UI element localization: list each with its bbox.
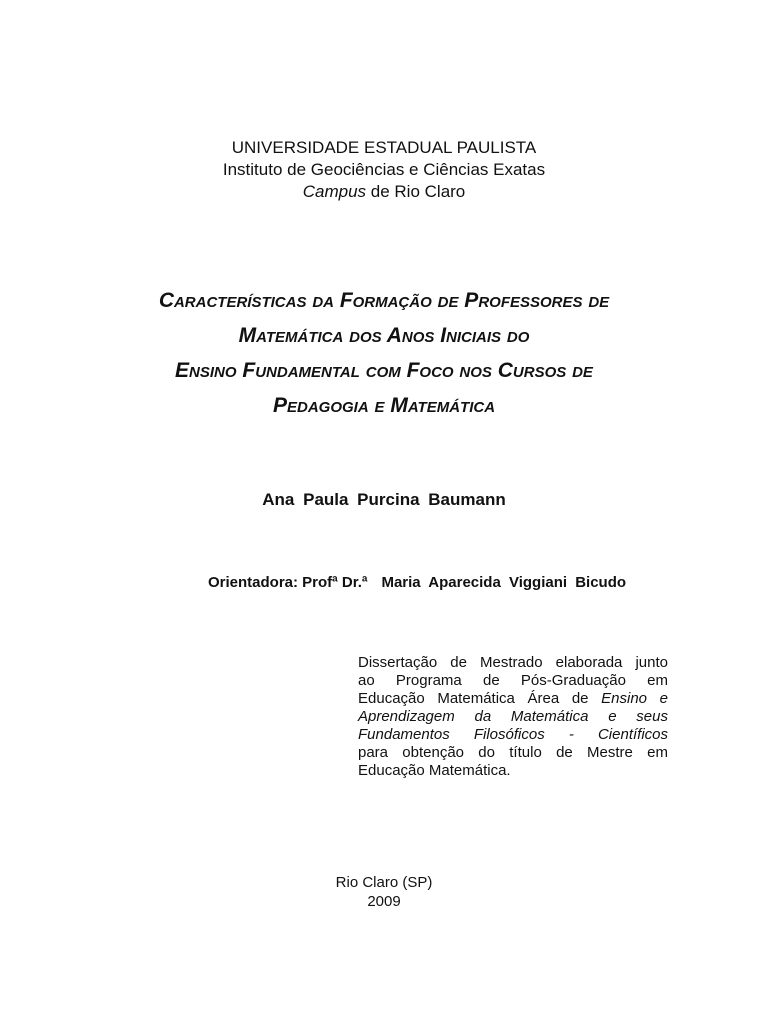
university-name: UNIVERSIDADE ESTADUAL PAULISTA: [231, 138, 537, 157]
note-line-7: Educação Matemática.: [358, 762, 511, 779]
note-line-3-italic: Ensino e: [601, 690, 668, 707]
dissertation-note: [358, 654, 668, 780]
campus-word: Campus: [302, 182, 367, 201]
title-line-3: Ensino Fundamental com Foco nos Cursos de: [175, 359, 593, 382]
title-line-4: Pedagogia e Matemática: [272, 394, 496, 417]
advisor-line: [208, 574, 626, 591]
author-name: Ana Paula Purcina Baumann: [262, 490, 506, 509]
cover-header: [0, 137, 768, 203]
note-line-5-italic: Fundamentos Filosóficos - Científicos: [358, 726, 668, 743]
note-line-3-text: Educação Matemática Área de: [358, 690, 602, 707]
note-line-6: para obtenção do título de Mestre em: [358, 744, 668, 761]
cover-footer: [0, 873, 768, 911]
note-line-4-italic: Aprendizagem da Matemática e seus: [358, 708, 668, 725]
year-line: 2009: [367, 893, 401, 910]
note-line-2: ao Programa de Pós-Graduação em: [358, 672, 668, 689]
campus-location: de Rio Claro: [366, 182, 466, 201]
campus-line: [0, 181, 768, 203]
note-line-1: Dissertação de Mestrado elaborada junto: [358, 654, 668, 671]
advisor-label: Orientadora: Profª Dr.ª: [208, 574, 368, 591]
institute-name: Instituto de Geociências e Ciências Exatas: [222, 160, 546, 179]
note-line-3: [358, 690, 668, 708]
note-line-5: [358, 726, 668, 744]
note-line-4: [358, 708, 668, 726]
advisor-name: Maria Aparecida Viggiani Bicudo: [381, 574, 627, 591]
city-line: Rio Claro (SP): [335, 874, 433, 891]
title-line-2: Matemática dos Anos Iniciais do: [238, 324, 530, 347]
thesis-title: [0, 283, 768, 423]
title-line-1: Características da Formação de Professores de: [158, 289, 610, 312]
